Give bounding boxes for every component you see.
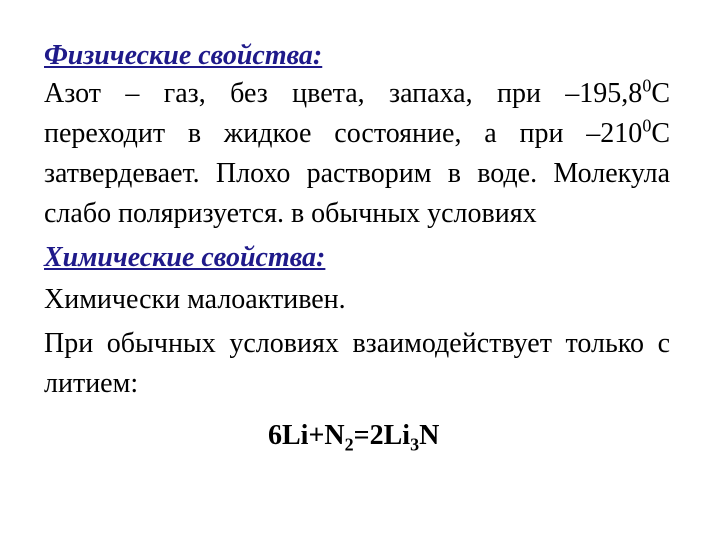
formula-subscript-1: 2 (344, 434, 354, 455)
physical-text-part-2: С переходит в жидкое состояние, а при –210 (44, 78, 670, 149)
physical-text-part-1: Азот – газ, без цвета, запаха, при –195,8 (44, 78, 643, 109)
reaction-formula (44, 416, 670, 456)
formula-subscript-2: 3 (410, 434, 420, 455)
physical-properties-heading: Физические свойства: (44, 40, 323, 71)
slide-content (44, 38, 670, 456)
degree-superscript-1: 0 (642, 75, 652, 96)
physical-text-part-3: С затвердевает. Плохо растворим в воде. Молекула слабо поляризуется. в обычных условиях (44, 118, 670, 229)
formula-part-2: =2Li (353, 420, 411, 451)
formula-part-1: 6Li+N (268, 420, 345, 451)
chemical-line-1: Химически малоактивен. (44, 284, 346, 315)
chemical-properties-heading: Химические свойства: (44, 242, 326, 273)
physical-properties-text (44, 74, 670, 234)
formula-part-3: N (419, 420, 440, 451)
degree-superscript-2: 0 (642, 115, 652, 136)
chemical-line-2: При обычных условиях взаимодействует только с литием: (44, 328, 670, 399)
